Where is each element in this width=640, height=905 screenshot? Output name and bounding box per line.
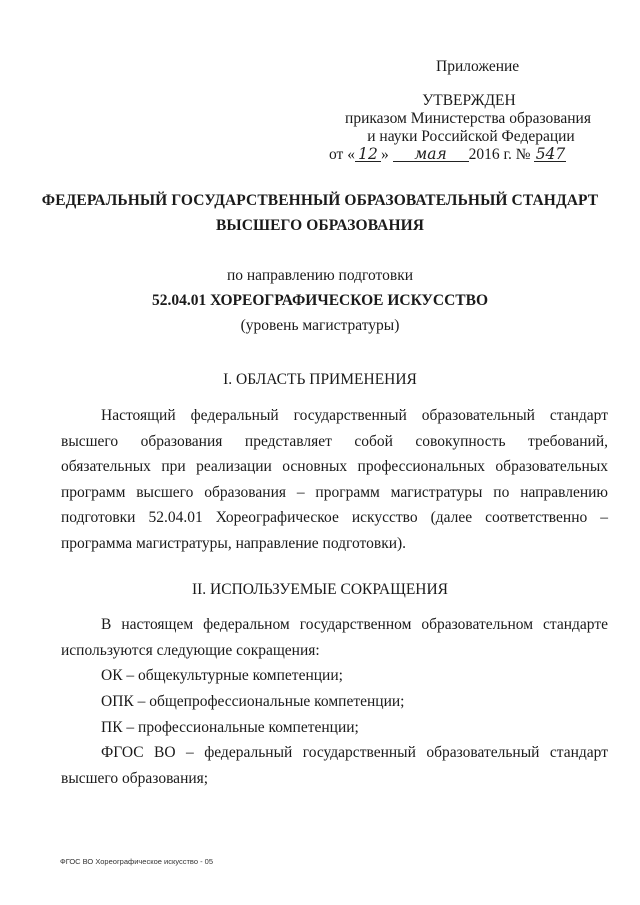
approved-label: УТВЕРЖДЕН (422, 92, 516, 109)
order-line-2: и науки Российской Федерации (367, 128, 575, 145)
document-title-line-1: ФЕДЕРАЛЬНЫЙ ГОСУДАРСТВЕННЫЙ ОБРАЗОВАТЕЛЬНЫЙ СТАНДАРТ (41, 192, 599, 209)
date-mid: » (380, 146, 389, 163)
date-prefix: от « (329, 146, 355, 163)
direction-label: по направлению подготовки (226, 267, 414, 284)
section-1-heading: I. ОБЛАСТЬ ПРИМЕНЕНИЯ (223, 371, 417, 388)
date-year: 2016 г. № (468, 146, 531, 163)
abbreviation-item: ПК – профессиональные компетенции; (101, 719, 359, 736)
handwritten-day: 12 (355, 147, 381, 162)
order-line-1: приказом Министерства образования (345, 110, 591, 127)
section-2-intro: В настоящем федеральном государственном образовательном стандарте используются следующие сокращения: (61, 616, 608, 659)
page-footer: ФГОС ВО Хореографическое искусство - 05 (60, 857, 213, 866)
order-date-line (329, 145, 566, 164)
direction-code-name: 52.04.01 ХОРЕОГРАФИЧЕСКОЕ ИСКУССТВО (151, 292, 489, 309)
abbreviation-item: ОК – общекультурные компетенции; (101, 667, 343, 684)
abbreviation-item-fgos: ФГОС ВО – федеральный государственный образовательный стандарт высшего образования; (61, 744, 608, 787)
handwritten-order-number: 547 (535, 145, 566, 163)
education-level: (уровень магистратуры) (240, 317, 400, 334)
appendix-label: Приложение (436, 58, 520, 75)
abbreviation-item: ОПК – общепрофессиональные компетенции; (101, 693, 405, 710)
section-2-heading: II. ИСПОЛЬЗУЕМЫЕ СОКРАЩЕНИЯ (191, 581, 449, 598)
section-1-paragraph: Настоящий федеральный государственный образовательный стандарт высшего образования представляет собой совокупность требований, обязательных при реализации основных профессиональных образовательных программ высшего образования – программ магистратуры по направлению подготовки 52.04.01 Хореографическое искусство (далее соответственно – программа магистратуры, направление подготовки). (61, 407, 608, 552)
document-title-line-2: ВЫСШЕГО ОБРАЗОВАНИЯ (215, 217, 425, 234)
handwritten-month: мая (393, 147, 469, 162)
